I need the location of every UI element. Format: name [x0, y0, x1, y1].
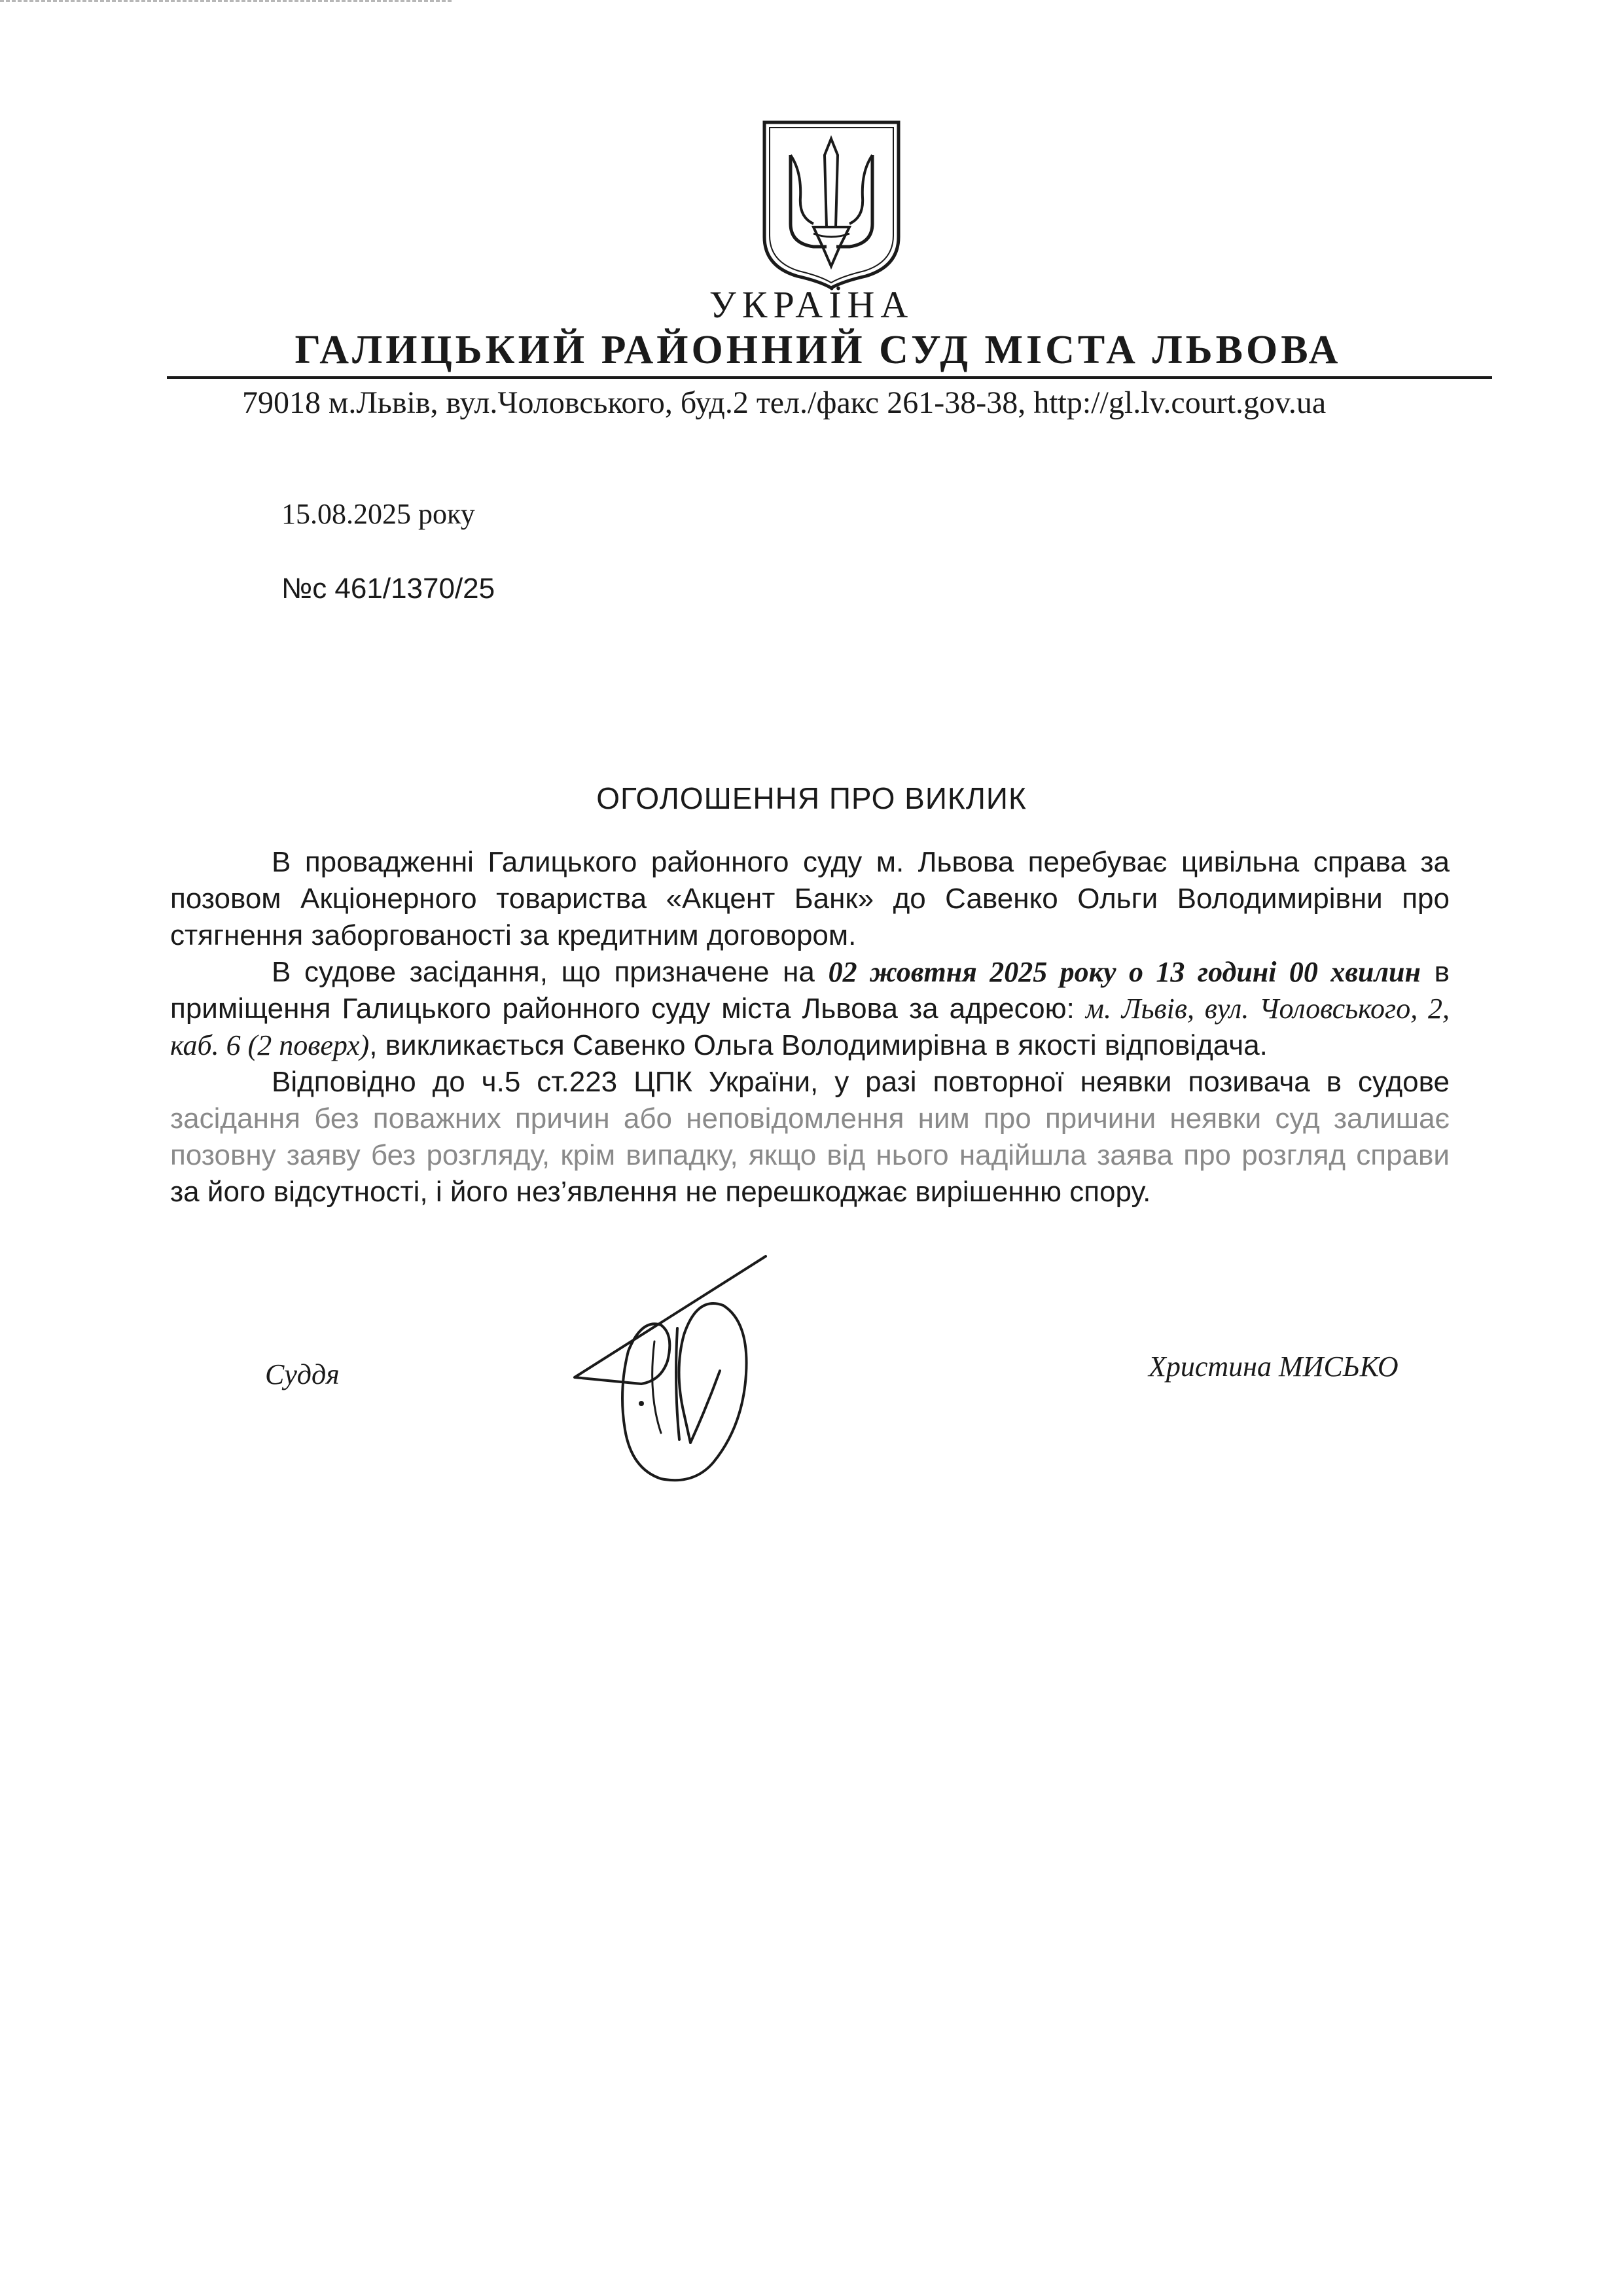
coat-of-arms-icon [761, 119, 902, 289]
case-number: №с 461/1370/25 [281, 573, 495, 605]
document-date: 15.08.2025 року [281, 498, 475, 530]
trident-shield-icon [761, 119, 902, 289]
country-name: УКРАЇНА [709, 283, 914, 326]
handwritten-signature-icon [563, 1243, 785, 1518]
paragraph-2: В судове засідання, що призначене на 02 жовтня 2025 року о 13 годині 00 хвилин в приміщення Галицького районного суду міста Львова за адресою: м. Львів, вул. Чоловського, 2, каб. 6 (2 поверх), викликається Савенко Ольга Володимирівна в якості відповідача. [170, 956, 1450, 1061]
hearing-datetime: 02 жовтня 2025 року о 13 годині 00 хвилин [828, 956, 1421, 988]
paragraph-1: В провадженні Галицького районного суду м. Львова перебуває цивільна справа за позовом Акціонерного товариства «Акцент Банк» до Савенко Ольги Володимирівни про стягнення заборгованості за кредитним договором. [170, 846, 1450, 951]
court-address: 79018 м.Львів, вул.Чоловського, буд.2 тел./факс 261-38-38, http://gl.lv.court.gov.ua [242, 385, 1327, 420]
notice-body [170, 844, 1450, 1210]
court-name: ГАЛИЦЬКИЙ РАЙОННИЙ СУД МІСТА ЛЬВОВА [294, 328, 1342, 372]
scan-artifact [0, 0, 452, 9]
paragraph-3: Відповідно до ч.5 ст.223 ЦПК України, у разі повторної неявки позивача в судове засідання без поважних причин або неповідомлення ним про причини неявки суд залишає позовну заяву без розгляду, крім випадку, якщо від нього надійшла заява про розгляд справи за його відсутності, і його нез’явлення не перешкоджає вирішенню спору. [170, 1066, 1450, 1208]
header-divider [167, 376, 1492, 379]
signature-label: Суддя [265, 1358, 340, 1390]
faded-text: засідання без поважних причин або неповідомлення ним про причини неявки суд залишає позовну заяву без розгляду, крім випадку, якщо від нього надійшла заява про розгляд справи [170, 1103, 1450, 1171]
hearing-address: м. Львів, вул. Чоловського, 2, каб. 6 (2 поверх) [170, 993, 1450, 1061]
judge-name: Христина МИСЬКО [1149, 1351, 1399, 1383]
document-title: ОГОЛОШЕННЯ ПРО ВИКЛИК [596, 781, 1027, 815]
